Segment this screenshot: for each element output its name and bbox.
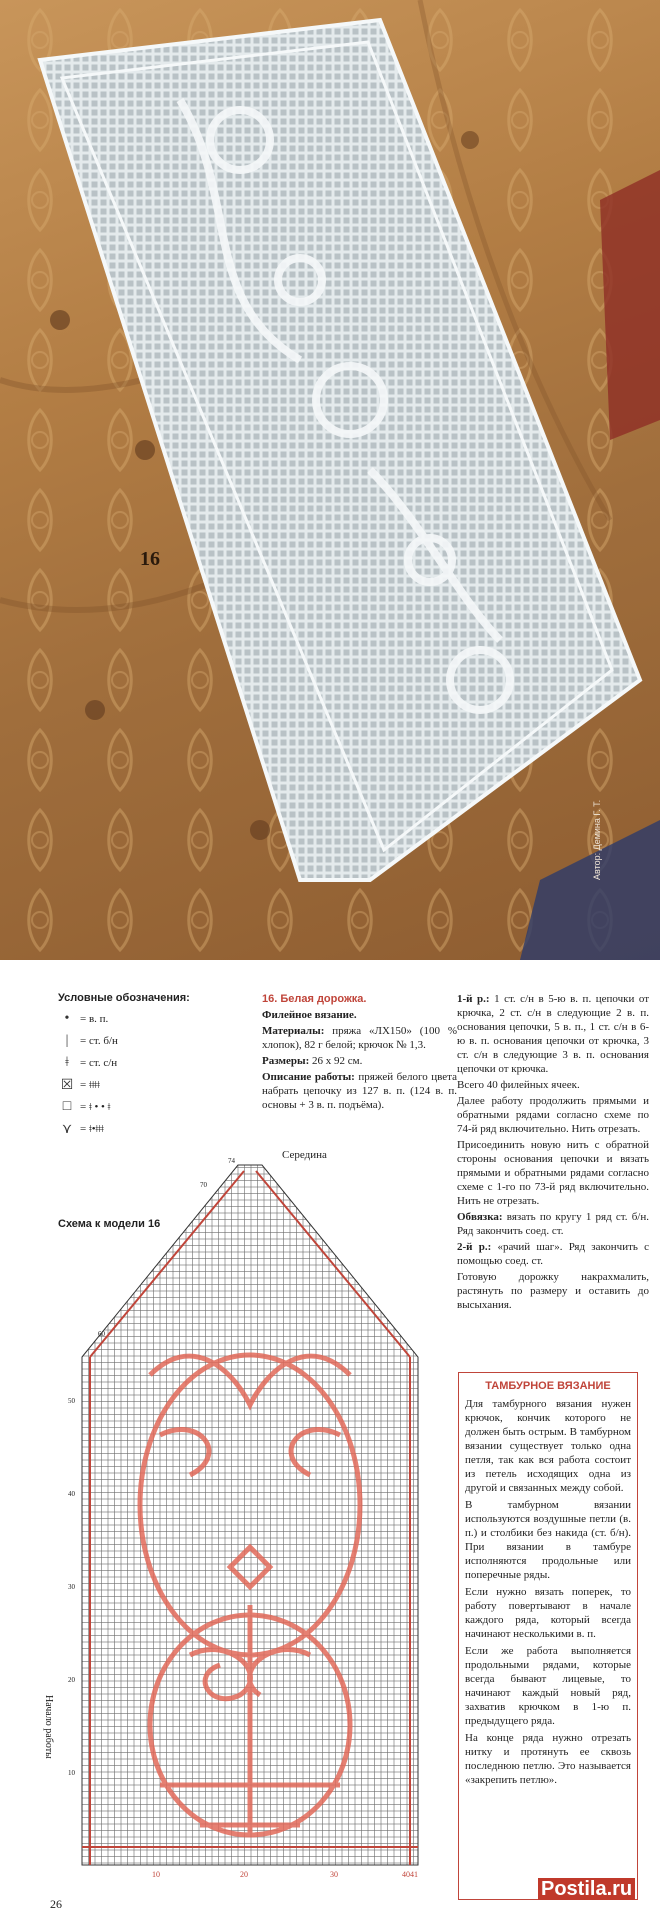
product-photo (0, 0, 660, 960)
row2: 2-й р.: «рачий шаг». Ряд закончить с помощью соед. ст. (457, 1241, 649, 1267)
filet-chart (40, 1135, 460, 1900)
article-title: 16. Белая дорожка. (262, 993, 367, 1005)
scheme-title: Схема к модели 16 (58, 1218, 161, 1230)
sidebar-title: ТАМБУРНОЕ ВЯЗАНИЕ (485, 1380, 611, 1392)
row1: 1-й р.: 1 ст. с/н в 5-ю в. п. цепочки от крючка, 2 ст. с/н в следующие 2 в. п. основания цепочки, 5 в. п., 1 ст. с/н в 6-ю в. п. основания цепочки от крючка, 3 ст. с/н в следующие 3 в. п. основания цепочки от крючка. (457, 993, 650, 1075)
row-label: 20 (68, 1676, 75, 1684)
legend (58, 992, 248, 1140)
row-label: 10 (68, 1769, 75, 1777)
sidebar-paragraph: Если же работа выполняется продольными рядами, которые всегда бывают лицевые, то начинают каждый новый ряд, захватив крючком в 1-ю п. предыдущего ряда. (465, 1645, 631, 1727)
page-number: 26 (50, 1897, 62, 1911)
legend-item (58, 1096, 248, 1118)
col-label: 10 (152, 1870, 160, 1879)
edging: Обвязка: вязать по кругу 1 ряд ст. б/н. Ряд закончить соед. ст. (457, 1211, 650, 1237)
legend-item (58, 1008, 248, 1030)
row-label: 30 (68, 1583, 75, 1591)
legend-label: = ǂǂǂǂ (80, 1079, 100, 1091)
sizes: Размеры: 26 х 92 см. (262, 1055, 363, 1067)
row-label: 50 (68, 1397, 75, 1405)
photo-illustration (0, 0, 660, 960)
sidebar-paragraph: Если нужно вязать поперек, то работу повертывают в начале каждого ряда, который всегда начинают несколькими в. п. (465, 1586, 631, 1640)
article-column-left (262, 992, 457, 1114)
col-label: 4041 (402, 1870, 418, 1879)
legend-item (58, 1074, 248, 1096)
model-number: 16 (140, 548, 160, 570)
total-cells: Всего 40 филейных ячеек. (457, 1079, 580, 1091)
legend-item (58, 1052, 248, 1074)
row-label: 40 (68, 1490, 75, 1498)
chart-start-label: Начало работы (43, 1695, 54, 1759)
article-subtitle: Филейное вязание. (262, 1009, 357, 1021)
materials: Материалы: пряжа «ЛХ150» (100 % хлопок), 82 г белой; крючок № 1,3. (262, 1025, 457, 1051)
legend-title: Условные обозначения: (58, 992, 190, 1004)
lacet-icon: ⋎ (61, 1121, 73, 1137)
attach-text: Присоединить новую нить с обратной стороны основания цепочки и вязать прямыми и обратными рядами согласно схеме с 1-го по 73-й ряд включительно. Нить не отрезать. (457, 1139, 649, 1207)
double-crochet-icon: ǂ (65, 1055, 69, 1070)
empty-cell-icon: □ (62, 1099, 72, 1114)
continue-text: Далее работу продолжить прямыми и обратными рядами согласно схеме по 74-й ряд включительно. Нить отрезать. (457, 1095, 649, 1135)
finish-text: Готовую дорожку накрахмалить, растянуть по размеру и оставить до высыхания. (457, 1271, 649, 1311)
article-column-right (457, 992, 649, 1314)
single-crochet-icon: | (65, 1033, 69, 1048)
watermark: Postila.ru (538, 1878, 635, 1901)
author-credit: Автор: Демина Г. Т. (592, 799, 602, 880)
filled-cell-icon: ☒ (60, 1077, 74, 1093)
sidebar-paragraph: На конце ряда нужно отрезать нитку и протянуть ее сквозь последнюю петлю. Это называется «закрепить петлю». (465, 1732, 631, 1786)
legend-label: = ст. с/н (80, 1057, 118, 1069)
row-label: 60 (98, 1330, 105, 1338)
legend-item (58, 1030, 248, 1052)
col-label: 20 (240, 1870, 248, 1879)
row-label: 70 (200, 1181, 207, 1189)
legend-label: = ǂ•ǂǂǂ (80, 1123, 104, 1135)
chain-stitch-icon: • (64, 1011, 70, 1026)
tambour-sidebar (458, 1372, 638, 1900)
legend-label: = ст. б/н (80, 1035, 118, 1047)
sidebar-paragraph: В тамбурном вязании используются воздушные петли (в. п.) и столбики без накида (ст. б/н). При вязании в тамбуре исполняются продольные или поперечные ряды. (465, 1499, 631, 1581)
filet-chart-svg (40, 1135, 460, 1895)
legend-label: = в. п. (80, 1013, 109, 1025)
legend-label: = ǂ • • ǂ (80, 1101, 111, 1113)
row-label: 74 (228, 1157, 235, 1165)
chart-top-label: Середина (282, 1149, 327, 1161)
sidebar-paragraph: Для тамбурного вязания нужен крючок, кончик которого не должен быть острым. В тамбурном вязании существует только одна петля, так как вся работа состоит из петель исходящих одна из другой и связанных между собой. (465, 1398, 631, 1494)
col-label: 30 (330, 1870, 338, 1879)
work-description: Описание работы: пряжей белого цвета набрать цепочку из 127 в. п. (124 в. п. основы + 3 в. п. подъёма). (262, 1071, 457, 1111)
